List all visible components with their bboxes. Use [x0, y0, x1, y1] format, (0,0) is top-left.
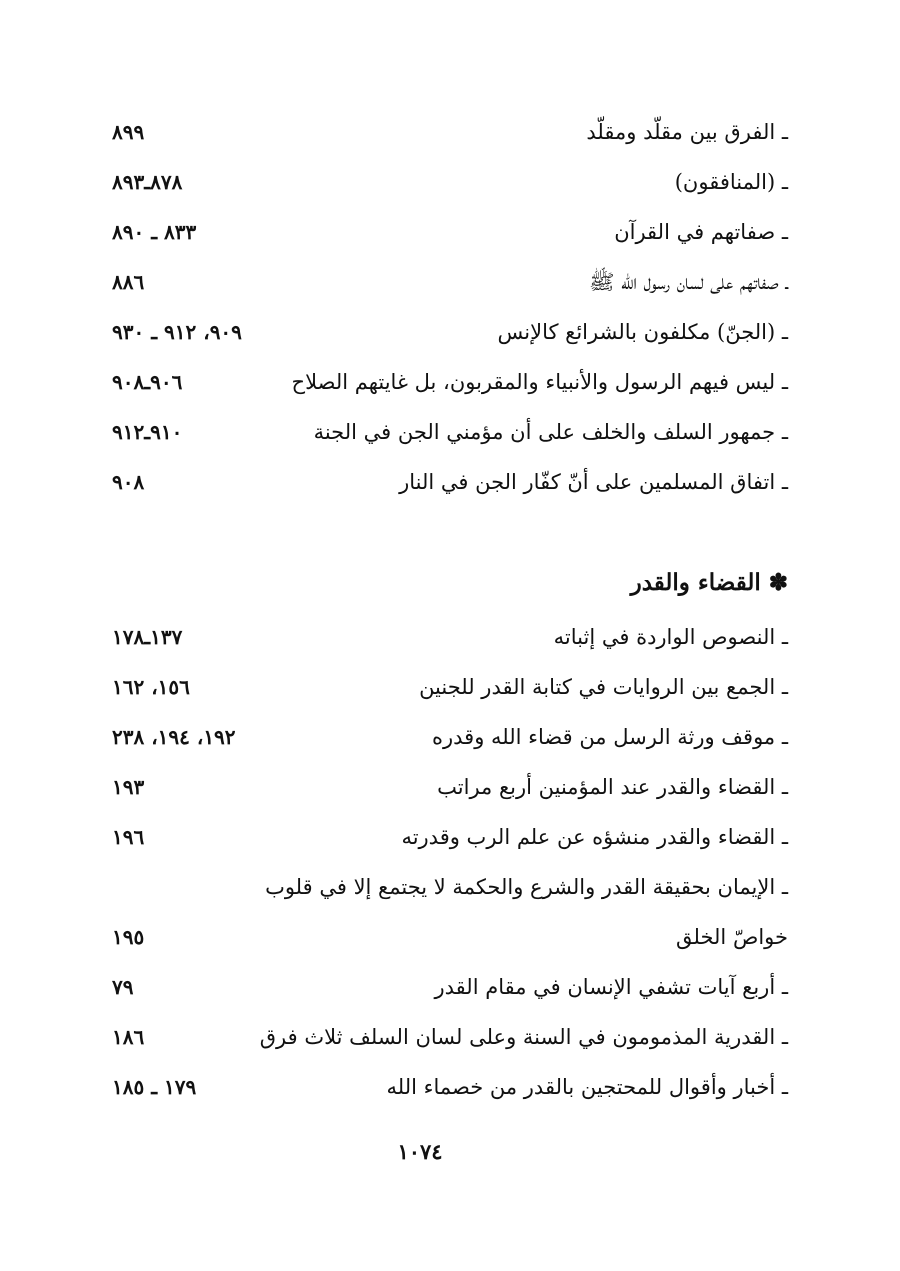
- index-entry: [0, 412, 900, 452]
- entry-text: ـ جمهور السلف والخلف على أن مؤمني الجن في الجنة: [313, 420, 788, 444]
- entry-pages: ٩٠٩، ٩١٢ ـ ٩٣٠: [112, 320, 242, 344]
- entry-pages: ١٩٦: [112, 825, 145, 849]
- entry-text: ـ موقف ورثة الرسل من قضاء الله وقدره: [431, 725, 788, 749]
- index-entry: [0, 112, 900, 152]
- entry-text: ـ (الجنّ) مكلفون بالشرائع كالإنس: [497, 320, 788, 344]
- entry-text: ـ النصوص الواردة في إثباته: [553, 625, 788, 649]
- index-entry: [0, 1067, 900, 1107]
- entry-text: ـ ليس فيهم الرسول والأنبياء والمقربون، بل غايتهم الصلاح: [291, 370, 788, 394]
- entry-pages: ٧٩: [112, 975, 134, 999]
- entry-text: ـ القدرية المذمومون في السنة وعلى لسان السلف ثلاث فرق: [259, 1025, 788, 1049]
- entry-text: ـ أخبار وأقوال للمحتجين بالقدر من خصماء الله: [386, 1075, 788, 1099]
- entry-text: ـ القضاء والقدر عند المؤمنين أربع مراتب: [437, 775, 788, 799]
- entry-pages: ١٥٦، ١٦٢: [112, 675, 190, 699]
- entry-pages: ٨٧٨ـ٨٩٣: [112, 170, 183, 194]
- entry-text: ـ الجمع بين الروايات في كتابة القدر للجنين: [419, 675, 788, 699]
- entry-pages: ١٣٧ـ١٧٨: [112, 625, 183, 649]
- entry-text: ـ (المنافقون): [674, 170, 788, 194]
- entry-pages: ٨٣٣ ـ ٨٩٠: [112, 220, 197, 244]
- entry-text: ـ الإيمان بحقيقة القدر والشرع والحكمة لا يجتمع إلا في قلوب: [265, 875, 788, 899]
- index-entry: [0, 767, 900, 807]
- section-heading: ✽ القضاء والقدر: [630, 569, 788, 596]
- entry-text: ـ القضاء والقدر منشؤه عن علم الرب وقدرته: [401, 825, 788, 849]
- index-entry: [0, 462, 900, 502]
- page-number: ١٠٧٤: [397, 1139, 443, 1164]
- entry-text: ـ صفاتهم في القرآن: [614, 220, 788, 244]
- entry-text: ـ أربع آيات تشفي الإنسان في مقام القدر: [434, 975, 788, 999]
- index-entry: [0, 717, 900, 757]
- entry-text: خواصّ الخلق: [676, 925, 788, 949]
- index-entry: [0, 617, 900, 657]
- entry-pages: ١٨٦: [112, 1025, 145, 1049]
- entry-pages: ١٩٣: [112, 775, 145, 799]
- entry-pages: ٨٨٦: [112, 270, 145, 294]
- index-entry: [0, 967, 900, 1007]
- entry-pages: ٩٠٨: [112, 470, 145, 494]
- index-entry: [0, 1017, 900, 1057]
- index-entry: [0, 212, 900, 252]
- index-entry: [0, 312, 900, 352]
- entry-text: ـ الفرق بين مقلّد ومقلّد: [586, 120, 788, 144]
- entry-text: ـ اتفاق المسلمين على أنّ كفّار الجن في النار: [399, 470, 788, 494]
- entry-pages: ٩١٠ـ٩١٢: [112, 420, 183, 444]
- index-entry: [0, 162, 900, 202]
- entry-pages: ١٧٩ ـ ١٨٥: [112, 1075, 197, 1099]
- entry-pages: ٩٠٦ـ٩٠٨: [112, 370, 183, 394]
- index-entry: [0, 917, 900, 957]
- entry-pages: ١٩٥: [112, 925, 145, 949]
- entry-pages: ٨٩٩: [112, 120, 145, 144]
- index-entry: [0, 262, 900, 302]
- index-entry: [0, 362, 900, 402]
- entry-text: ـ صفاتهم على لسان رسول الله ﷺ: [589, 270, 788, 294]
- entry-pages: ١٩٢، ١٩٤، ٢٣٨: [112, 725, 236, 749]
- index-entry: [0, 667, 900, 707]
- index-entry: [0, 867, 900, 907]
- index-entry: [0, 817, 900, 857]
